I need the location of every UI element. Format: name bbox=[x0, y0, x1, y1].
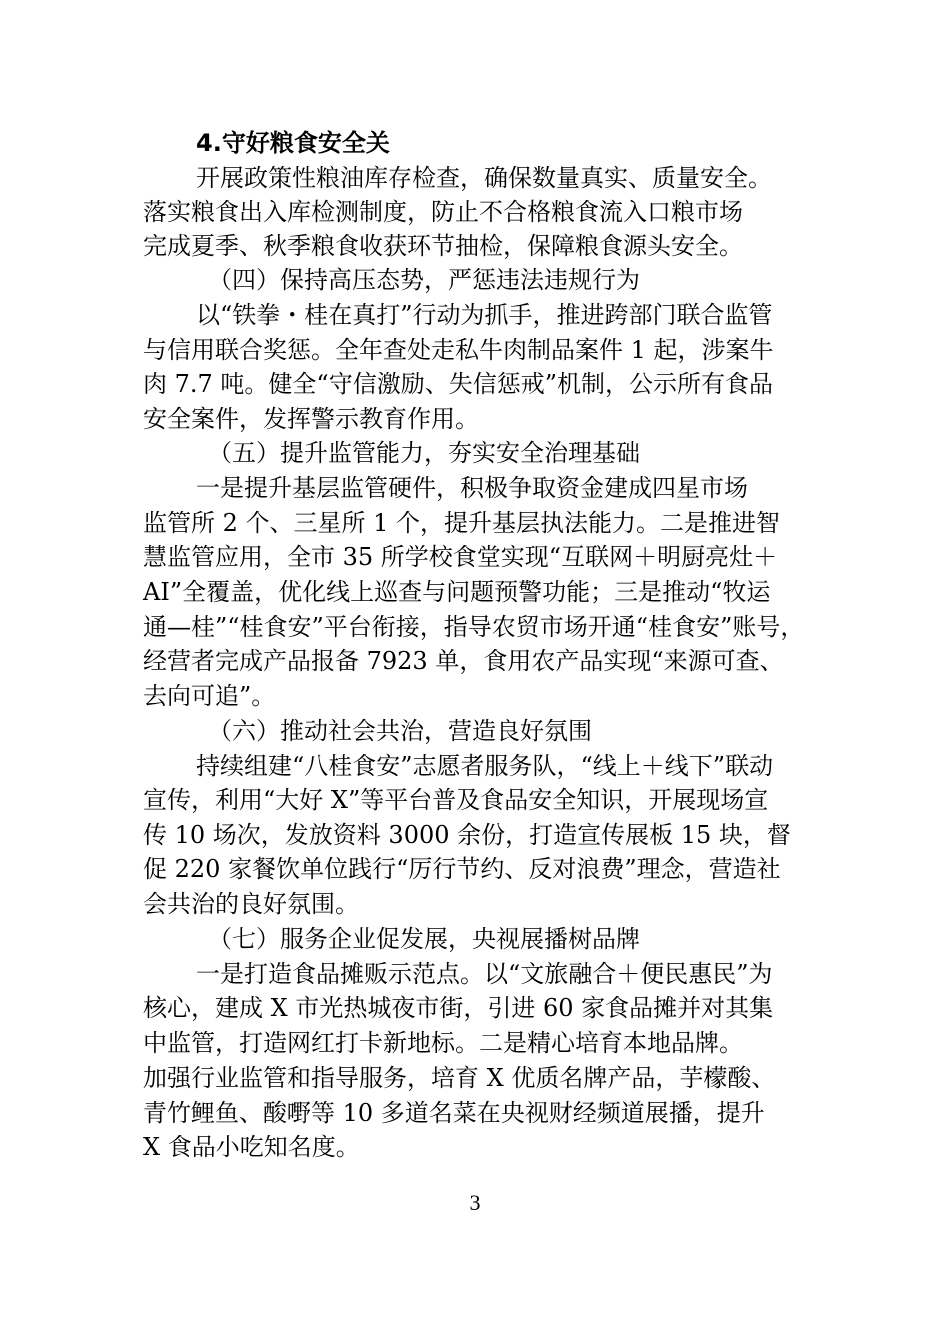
paragraph-line: 与信用联合奖惩。全年查处走私牛肉制品案件 1 起，涉案牛 bbox=[143, 336, 774, 364]
paragraph-line: 传 10 场次，发放资料 3000 余份，打造宣传展板 15 块，督 bbox=[143, 821, 791, 849]
section-heading: （五）提升监管能力，夯实安全治理基础 bbox=[208, 439, 640, 467]
section-heading: （四）保持高压态势，严惩违法违规行为 bbox=[208, 266, 640, 294]
paragraph-line: 慧监管应用，全市 35 所学校食堂实现“互联网＋明厨亮灶＋ bbox=[143, 543, 778, 571]
paragraph-line: 经营者完成产品报备 7923 单，食用农产品实现“来源可查、 bbox=[143, 647, 784, 675]
paragraph-line: 开展政策性粮油库存检查，确保数量真实、质量安全。 bbox=[196, 164, 772, 192]
paragraph-line: 肉 7.7 吨。健全“守信激励、失信惩戒”机制，公示所有食品 bbox=[143, 370, 773, 398]
paragraph-line: 以“铁拳・桂在真打”行动为抓手，推进跨部门联合监管 bbox=[196, 301, 773, 329]
paragraph-line: 会共治的良好氛围。 bbox=[143, 890, 359, 918]
paragraph-line: 宣传，利用“大好 X”等平台普及食品安全知识，开展现场宣 bbox=[143, 786, 769, 814]
paragraph-line: 一是打造食品摊贩示范点。以“文旅融合＋便民惠民”为 bbox=[196, 960, 773, 988]
paragraph-line: 完成夏季、秋季粮食收获环节抽检，保障粮食源头安全。 bbox=[143, 232, 743, 260]
paragraph-line: AI”全覆盖，优化线上巡查与问题预警功能；三是推动“牧运 bbox=[143, 578, 771, 606]
paragraph-line: 落实粮食出入库检测制度，防止不合格粮食流入口粮市场 bbox=[143, 198, 743, 226]
paragraph-line: 促 220 家餐饮单位践行“厉行节约、反对浪费”理念，营造社 bbox=[143, 855, 781, 883]
paragraph-line: X 食品小吃知名度。 bbox=[143, 1133, 360, 1161]
paragraph-line: 青竹鲤鱼、酸嘢等 10 多道名菜在央视财经频道展播，提升 bbox=[143, 1099, 765, 1127]
paragraph-line: 监管所 2 个、三星所 1 个，提升基层执法能力。二是推进智 bbox=[143, 509, 781, 537]
paragraph-line: 核心，建成 X 市光热城夜市街，引进 60 家食品摊并对其集 bbox=[143, 994, 774, 1022]
page-number: 3 bbox=[469, 1190, 481, 1215]
section-heading: （六）推动社会共治，营造良好氛围 bbox=[208, 717, 592, 745]
section-heading: （七）服务企业促发展，央视展播树品牌 bbox=[208, 925, 640, 953]
paragraph-line: 通—桂”“桂食安”平台衔接，指导农贸市场开通“桂食安”账号， bbox=[143, 613, 805, 641]
paragraph-line: 持续组建“八桂食安”志愿者服务队，“线上＋线下”联动 bbox=[196, 752, 774, 780]
subsection-heading: 4.守好粮食安全关 bbox=[196, 129, 390, 157]
paragraph-line: 安全案件，发挥警示教育作用。 bbox=[143, 405, 479, 433]
paragraph-line: 去向可追”。 bbox=[143, 682, 276, 710]
paragraph-line: 加强行业监管和指导服务，培育 X 优质名牌产品，芋檬酸、 bbox=[143, 1064, 776, 1092]
paragraph-line: 一是提升基层监管硬件，积极争取资金建成四星市场 bbox=[196, 474, 748, 502]
paragraph-line: 中监管，打造网红打卡新地标。二是精心培育本地品牌。 bbox=[143, 1029, 743, 1057]
